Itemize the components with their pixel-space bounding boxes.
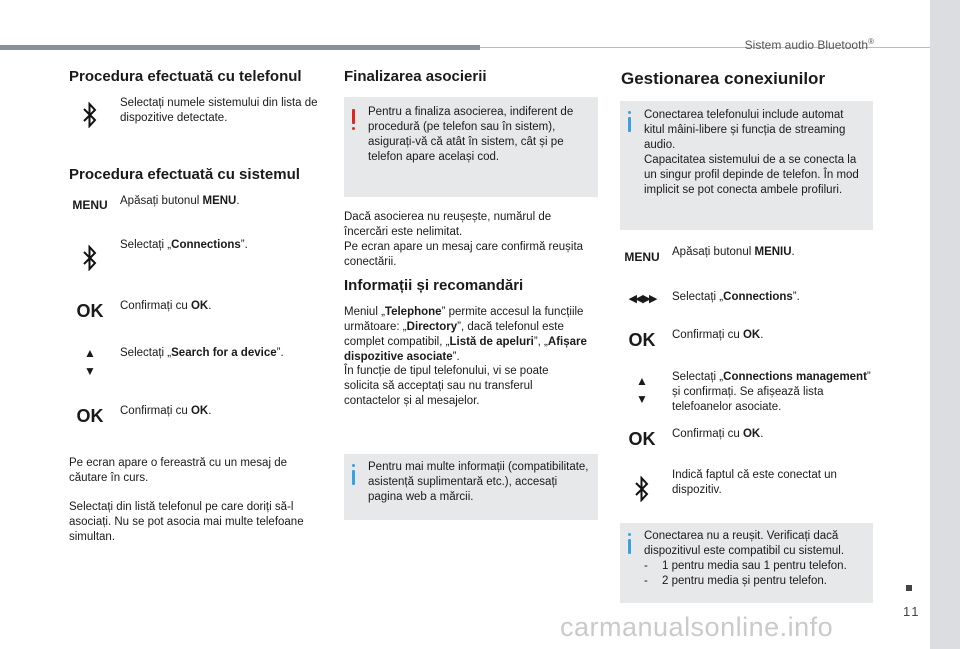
- list-item: - 2 pentru media și pentru telefon.: [644, 574, 865, 589]
- up-arrow-icon: ▲: [84, 346, 96, 360]
- list-item: - 1 pentru media sau 1 pentru telefon.: [644, 559, 865, 574]
- finish-pairing-title: Finalizarea asocierii: [344, 68, 487, 85]
- info-recommendations-title: Informații și recomandări: [344, 277, 524, 294]
- connection-step-5: OK Confirmați cu OK.: [620, 427, 876, 451]
- page-number: 11: [903, 604, 921, 619]
- page-corner-mark: [906, 585, 912, 591]
- up-arrow-icon: ▲: [636, 374, 648, 388]
- info-note-box: Pentru mai multe informații (compatibilitate, asistență suplimentară etc.), accesați pagina web a mărcii.: [344, 454, 598, 520]
- watermark: carmanualsonline.info: [560, 612, 834, 642]
- warning-icon: [352, 109, 355, 124]
- down-arrow-icon: ▼: [84, 364, 96, 378]
- connection-info-box: Conectarea telefonului include automat kitul mâini-libere și funcția de streaming audio. Capacitatea sistemului de a se conecta la un singur profil depinde de telefon. În mod implicit se pot conecta ambele profiluri.: [620, 101, 873, 230]
- section-header: Sistem audio Bluetooth®: [744, 37, 874, 52]
- pairing-confirm-text: Pe ecran apare un mesaj care confirmă reușita conectării.: [344, 241, 584, 268]
- down-arrow-icon: ▼: [636, 392, 648, 406]
- connection-step-1: MENU Apăsați butonul MENIU.: [620, 245, 876, 265]
- select-phone-text: Selectați din listă telefonul pe care doriți să-l asociați. Nu se pot asocia mai multe telefoane simultan.: [69, 501, 304, 543]
- up-down-arrows-icon: [68, 346, 112, 378]
- bluetooth-icon: [68, 102, 112, 133]
- phone-procedure-title: Procedura efectuată cu telefonul: [69, 68, 302, 85]
- ok-button-icon: OK: [628, 330, 656, 350]
- info-icon: [628, 539, 631, 554]
- system-step-3: OK Confirmați cu OK.: [68, 299, 326, 323]
- connection-management-title: Gestionarea conexiunilor: [621, 69, 826, 88]
- bluetooth-icon: [68, 245, 112, 276]
- phone-step-bluetooth: Selectați numele sistemului din lista de dispozitive detectate.: [68, 96, 326, 136]
- ok-button-icon: OK: [628, 429, 656, 449]
- warning-box: Pentru a finaliza asocierea, indiferent de procedură (pe telefon sau în sistem), asigurați-vă că atât în sistem, cât și pe telefon apare același cod.: [344, 97, 598, 197]
- ok-button-icon: OK: [76, 301, 104, 321]
- info-icon: [352, 470, 355, 485]
- connection-step-2: ◀◀ ▶▶ Selectați „Connections”.: [620, 290, 876, 310]
- page-side-strip: [930, 0, 960, 649]
- connection-step-3: OK Confirmați cu OK.: [620, 328, 876, 352]
- info-icon: [628, 117, 631, 132]
- system-step-2: Selectați „Connections”.: [68, 238, 326, 278]
- connection-step-6: Indică faptul că este conectat un dispozitiv.: [620, 468, 876, 508]
- up-down-arrows-icon: [620, 374, 664, 406]
- header-bar: [0, 45, 480, 50]
- system-step-4: ▲ ▼ Selectați „Search for a device”.: [68, 346, 326, 386]
- menu-button-icon: MENU: [72, 198, 108, 212]
- search-in-progress-text: Pe ecran apare o fereastră cu un mesaj de căutare în curs.: [69, 457, 287, 484]
- failure-list: [644, 559, 865, 589]
- connection-step-4: ▲ ▼ Selectați „Connections management” și confirmați. Se afișează lista telefoanelor asociate.: [620, 370, 876, 418]
- ok-button-icon: OK: [76, 406, 104, 426]
- pairing-attempts-text: Dacă asocierea nu reușește, numărul de încercări este nelimitat.: [344, 211, 552, 238]
- system-step-5: OK Confirmați cu OK.: [68, 404, 326, 428]
- contacts-transfer-text: În funcție de tipul telefonului, vi se poate solicita să acceptați sau nu transferul contactelor și al mesajelor.: [344, 365, 549, 407]
- seek-arrows-icon: ◀◀ ▶▶: [628, 293, 656, 305]
- bluetooth-icon: [620, 476, 664, 507]
- menu-button-icon: MENU: [624, 250, 660, 264]
- telephone-menu-text: Meniul „Telephone” permite accesul la funcțiile următoare: „Directory”, dacă telefonul este complet compatibil, „Listă de apeluri”, „Afișare dispozitive asociate”.: [344, 306, 587, 363]
- system-step-1: MENU Apăsați butonul MENU.: [68, 194, 326, 214]
- connection-failed-box: Conectarea nu a reușit. Verificați dacă dispozitivul este compatibil cu sistemul. - 1 pentru media sau 1 pentru telefon. - 2 pentru media și pentru telefon.: [620, 523, 873, 603]
- system-procedure-title: Procedura efectuată cu sistemul: [69, 166, 300, 183]
